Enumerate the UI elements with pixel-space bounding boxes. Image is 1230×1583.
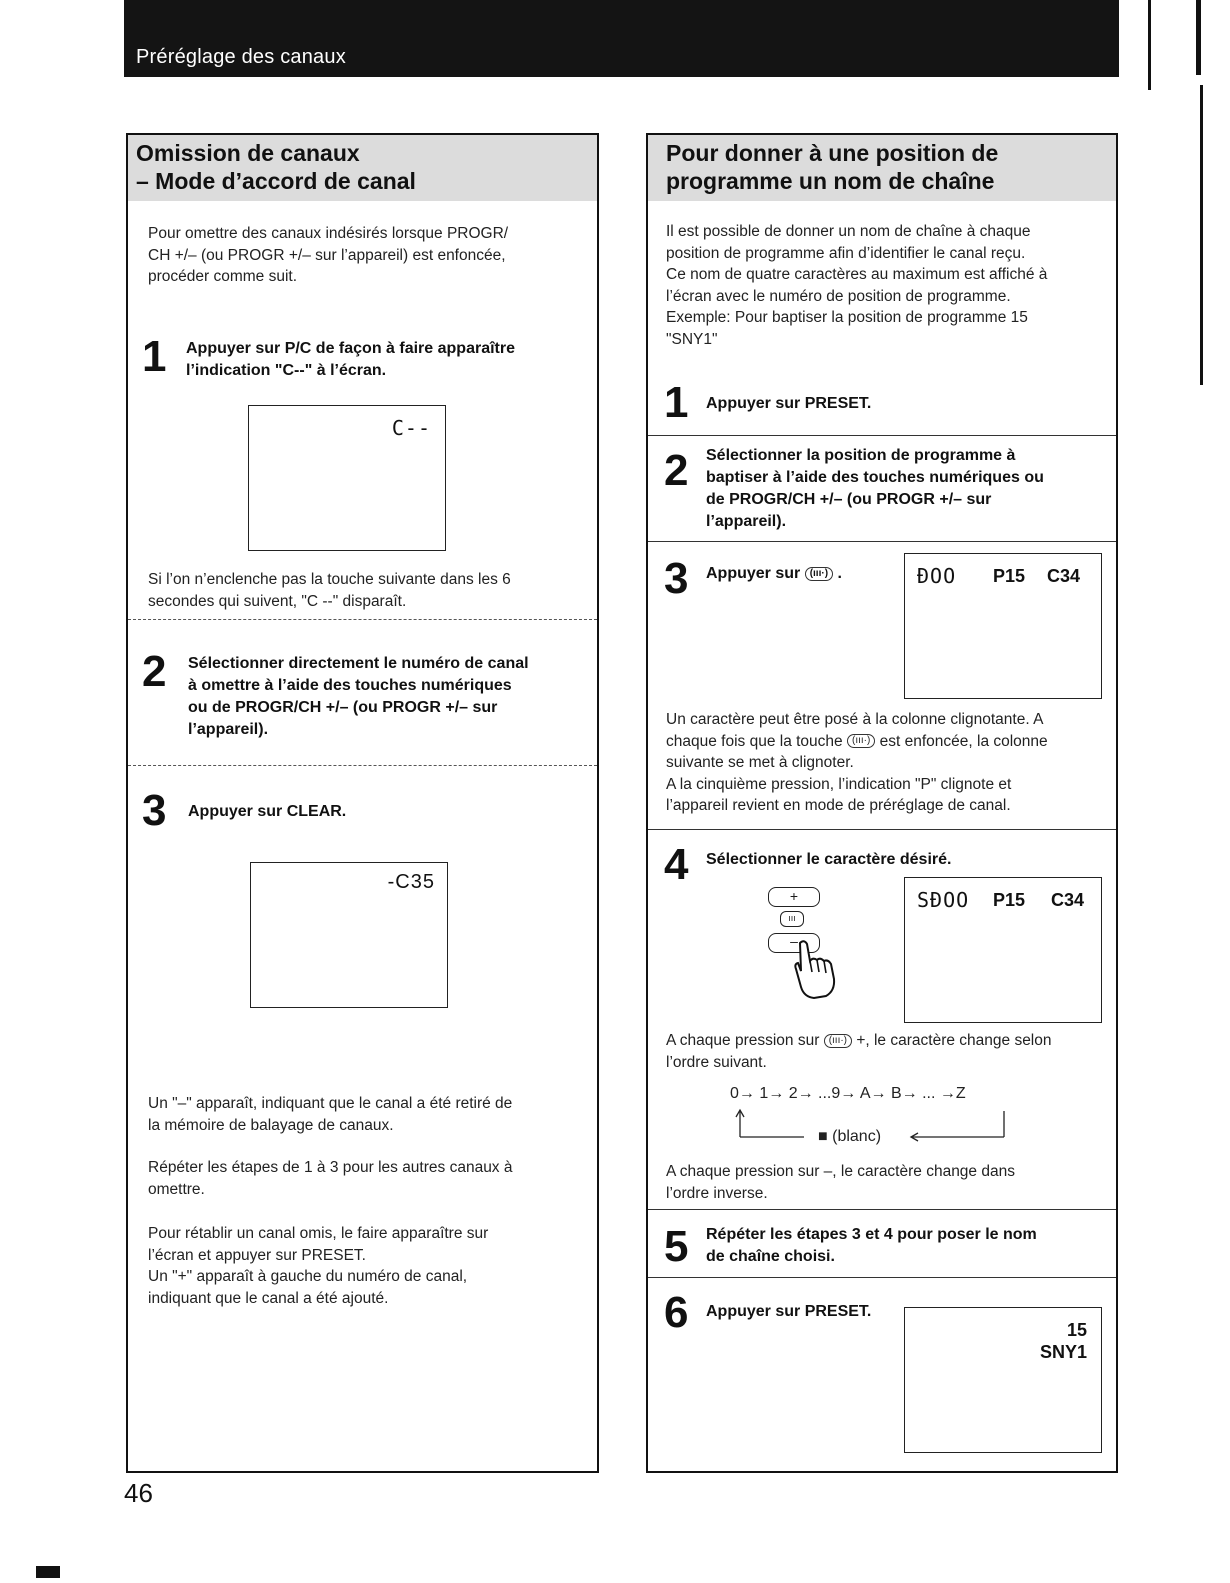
divider	[648, 829, 1116, 830]
step-4-note: A chaque pression sur (ııı·) +, le caractère change selon l’ordre suivant.	[666, 1032, 1052, 1071]
divider	[648, 435, 1116, 436]
edge-mark	[1148, 0, 1151, 90]
character-sequence: 0→ 1→ 2→ ...9→ A→ B→ ... →Z	[730, 1085, 966, 1102]
screen-chars: ĐOO	[917, 564, 957, 588]
plus-button: +	[768, 887, 820, 907]
screen-chars: SĐOO	[917, 888, 970, 912]
screen-text: C--	[391, 416, 431, 440]
name-button-icon: (ııı·)	[824, 1034, 852, 1048]
tv-screen-display	[904, 553, 1102, 699]
page-number: 46	[124, 1478, 153, 1508]
step-3-note: Un caractère peut être posé à la colonne clignotante. A chaque fois que la touche (ııı·) est enfoncée, la colonne suivante se met à clignoter. A la cinquième pression, l’indication "P" clignote et l’appareil revient en mode de préréglage de canal.	[666, 711, 1048, 814]
step-3-text: Appuyer sur (ııı·) .	[706, 565, 842, 582]
blank-character: ■ (blanc)	[818, 1128, 882, 1145]
edge-mark	[1196, 0, 1201, 75]
step-number: 5	[664, 1222, 689, 1271]
step-number: 3	[664, 554, 689, 603]
screen-text: -C35	[387, 871, 435, 893]
step-number: 2	[664, 446, 689, 495]
tv-screen-display	[904, 1307, 1102, 1453]
step-number: 3	[142, 786, 167, 835]
screen-program: P15	[993, 566, 1026, 586]
name-button-icon: (ııı·)	[805, 567, 833, 581]
section-heading-channel-name	[648, 135, 1116, 201]
heading-line: programme un nom de chaîne	[666, 168, 995, 194]
step-1-text: Appuyer sur PRESET.	[706, 395, 872, 412]
intro-paragraph: Il est possible de donner un nom de chaîne à chaque position de programme afin d’identifier le canal reçu. Ce nom de quatre caractères au maximum est affiché à l’écran avec le numéro de position de programme. Exemple: Pour baptiser la position de programme 15 "SNY1"	[666, 223, 1048, 348]
name-button-icon: ııı	[780, 911, 804, 927]
note-paragraph: Répéter les étapes de 1 à 3 pour les autres canaux à omettre.	[148, 1159, 513, 1198]
screen-channel: C34	[1051, 890, 1085, 910]
step-1-text: Appuyer sur P/C de façon à faire apparaître l’indication "C--" à l’écran.	[186, 340, 515, 379]
step-number: 4	[664, 840, 689, 889]
step-6-text: Appuyer sur PRESET.	[706, 1303, 872, 1320]
heading-line: Pour donner à une position de	[666, 140, 999, 166]
name-button-icon: (ııı·)	[847, 734, 875, 748]
step-number: 2	[142, 647, 167, 696]
section-heading-omission	[128, 135, 597, 201]
section-omission	[126, 133, 599, 1473]
button-illustration	[766, 883, 876, 1003]
step-5-text: Répéter les étapes 3 et 4 pour poser le nom de chaîne choisi.	[706, 1226, 1037, 1265]
step-number: 1	[664, 378, 689, 427]
divider	[648, 1277, 1116, 1278]
section-channel-name	[646, 133, 1118, 1473]
step-3-text: Appuyer sur CLEAR.	[188, 803, 347, 820]
note-paragraph: Un "–" apparaît, indiquant que le canal a été retiré de la mémoire de balayage de canaux.	[148, 1095, 513, 1134]
minus-button: –	[768, 933, 820, 953]
screen-program-number: 15	[1066, 1320, 1087, 1340]
divider	[128, 765, 597, 766]
tv-screen-display	[248, 405, 446, 551]
step-number: 1	[142, 332, 167, 381]
note-paragraph: Pour rétablir un canal omis, le faire apparaître sur l’écran et appuyer sur PRESET. Un "+" apparaît à gauche du numéro de canal, indiquant que le canal a été ajouté.	[148, 1225, 489, 1307]
divider	[128, 619, 597, 620]
intro-paragraph: Pour omettre des canaux indésirés lorsque PROGR/ CH +/– (ou PROGR +/– sur l’appareil) est enfoncée, procéder comme suit.	[148, 225, 509, 285]
page-header-title: Préréglage des canaux	[136, 46, 346, 68]
step-number: 6	[664, 1288, 689, 1337]
screen-program: P15	[993, 890, 1026, 910]
tv-screen-display	[250, 862, 448, 1008]
page-header-bar	[124, 0, 1119, 77]
step-4-text: Sélectionner le caractère désiré.	[706, 851, 952, 868]
screen-channel-name: SNY1	[1039, 1342, 1087, 1362]
step-4-note-reverse: A chaque pression sur –, le caractère change dans l’ordre inverse.	[666, 1163, 1015, 1202]
pointing-hand-icon	[788, 939, 858, 1001]
divider	[648, 541, 1116, 542]
step-2-text: Sélectionner la position de programme à baptiser à l’aide des touches numériques ou de PROGR/CH +/– (ou PROGR +/– sur l’appareil).	[706, 447, 1044, 530]
screen-channel: C34	[1047, 566, 1081, 586]
tv-screen-display	[904, 877, 1102, 1023]
heading-line: – Mode d’accord de canal	[136, 168, 416, 194]
corner-mark	[36, 1566, 60, 1578]
divider	[648, 1209, 1116, 1210]
step-2-text: Sélectionner directement le numéro de canal à omettre à l’aide des touches numériques ou de PROGR/CH +/– (ou PROGR +/– sur l’appareil).	[188, 655, 529, 738]
step-1-note: Si l’on n’enclenche pas la touche suivante dans les 6 secondes qui suivent, "C --" disparaît.	[148, 571, 511, 610]
heading-line: Omission de canaux	[136, 140, 360, 166]
edge-mark	[1200, 85, 1203, 385]
